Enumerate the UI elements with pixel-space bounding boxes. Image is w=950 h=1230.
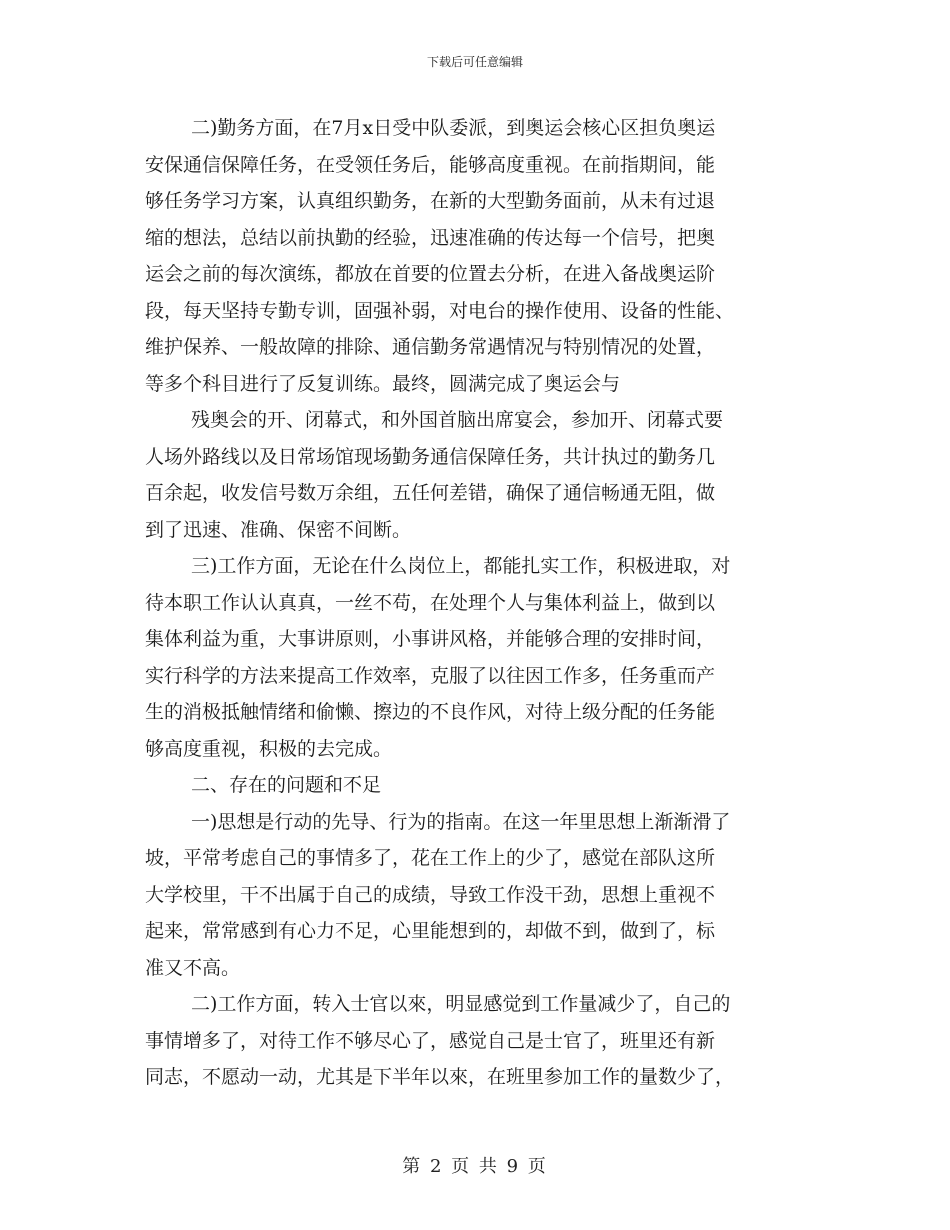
text-line: 坡，平常考虑自己的事情多了，花在工作上的少了，感觉在部队这所 — [145, 847, 716, 869]
text-line: 同志，不愿动一动，尤其是下半年以來，在班里参加工作的量数少了， — [145, 1066, 735, 1088]
text-line: 百余起，收发信号数万余组，五任何差错，确保了通信畅通无阻，做 — [145, 482, 716, 504]
text-line: 事情增多了，对待工作不够尽心了，感觉自己是士官了，班里还有新 — [145, 1029, 716, 1052]
body-text — [145, 110, 813, 1096]
text-line: 残奥会的开、闭幕式，和外国首脑出席宴会，参加开、闭幕式要 — [191, 409, 724, 431]
text-line: 实行科学的方法来提高工作效率，克服了以往因工作多，任务重而产 — [145, 664, 716, 687]
page-footer: 第 2 页 共 9 页 — [402, 1156, 548, 1177]
text-line: 维护保养、一般故障的排除、通信勤务常遇情况与特别情况的处置， — [145, 336, 716, 358]
text-line: 二)工作方面，转入士官以來，明显感觉到工作量减少了，自己的 — [191, 993, 731, 1015]
text-line: 段，每天坚持专勤专训，固强补弱，对电台的操作使用、设备的性能、 — [145, 299, 735, 322]
text-line: 够任务学习方案，认真组织勤务，在新的大型勤务面前，从未有过退 — [145, 190, 716, 212]
text-line: 够高度重视，积极的去完成。 — [145, 737, 393, 760]
text-line: 二)勤务方面，在7月x日受中队委派，到奥运会核心区担负奥运 — [191, 117, 716, 139]
text-line: 安保通信保障任务，在受领任务后，能够高度重视。在前指期间，能 — [145, 153, 716, 176]
text-line: 运会之前的每次演练，都放在首要的位置去分析，在进入备战奥运阶 — [145, 263, 716, 285]
text-line: 大学校里，干不出属于自己的成绩，导致工作没干劲，思想上重视不 — [145, 883, 716, 906]
text-line: 起来，常常感到有心力不足，心里能想到的，却做不到，做到了，标 — [145, 920, 716, 942]
text-line: 三)工作方面，无论在什么岗位上，都能扎实工作，积极进取，对 — [191, 555, 731, 577]
text-line: 到了迅速、准确、保密不间断。 — [145, 518, 412, 541]
text-line: 一)思想是行动的先导、行为的指南。在这一年里思想上渐渐滑了 — [191, 810, 731, 833]
text-line: 生的消极抵触情绪和偷懒、擦边的不良作风，对待上级分配的任务能 — [145, 701, 716, 723]
text-line: 人场外路线以及日常场馆现场勤务通信保障任务，共计执过的勤务几 — [145, 445, 716, 468]
text-line: 集体利益为重，大事讲原则，小事讲风格，并能够合理的安排时间， — [145, 628, 716, 650]
text-line: 准又不高。 — [145, 956, 241, 979]
page-header: 下载后可任意编辑 — [426, 55, 523, 69]
text-line: 缩的想法，总结以前执勤的经验，迅速准确的传达每一个信号，把奥 — [145, 226, 716, 249]
text-line: 待本职工作认认真真，一丝不苟，在处理个人与集体利益上，做到以 — [145, 591, 716, 614]
text-line: 二、存在的问题和不足 — [191, 774, 382, 796]
text-line: 等多个科目进行了反复训练。最终，圆满完成了奥运会与 — [145, 372, 621, 395]
